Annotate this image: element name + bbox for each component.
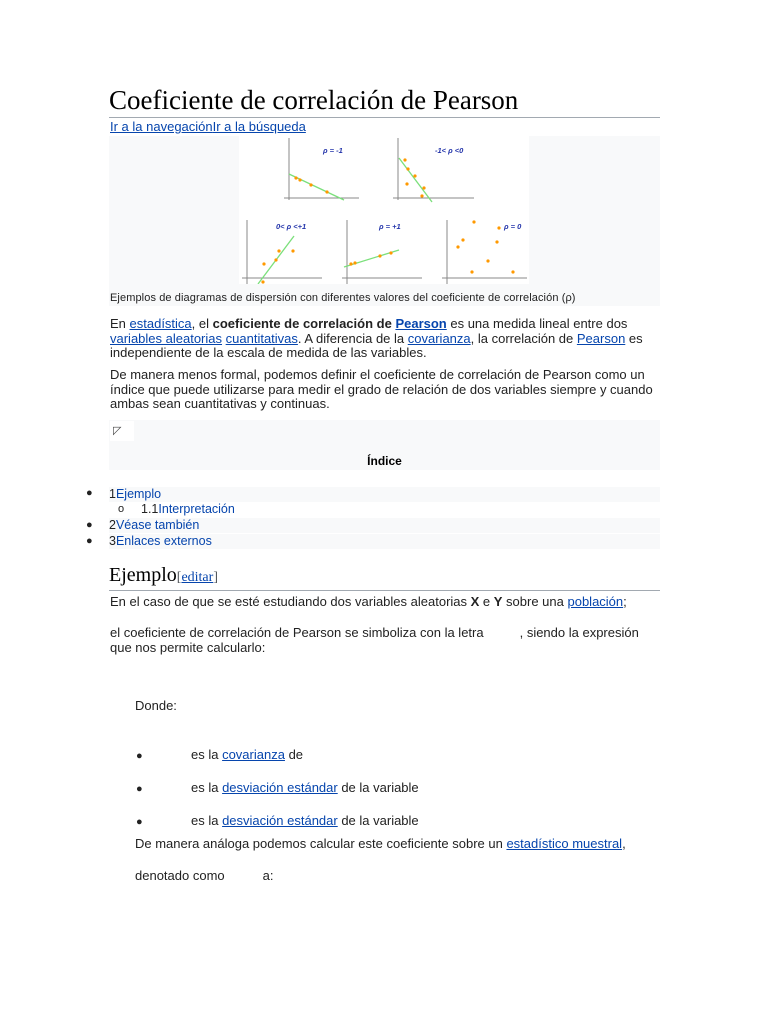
- scatter-examples-svg: [239, 136, 529, 284]
- panel-neg1: [284, 138, 359, 200]
- section-paragraph-1: En el caso de que se esté estudiando dos variables aleatorias X e Y sobre una población;: [110, 594, 627, 609]
- panel-pos1: [342, 220, 422, 284]
- section-paragraph-2: el coeficiente de correlación de Pearson se simboliza con la letra , siendo la expresión que nos permite calcularlo:: [110, 625, 639, 655]
- link-covarianza-def[interactable]: covarianza: [222, 747, 285, 762]
- toc-item[interactable]: 2Véase también: [109, 518, 660, 533]
- edit-section-link: [editar]: [176, 570, 218, 585]
- panel-label: -1< ρ <0: [435, 146, 464, 155]
- jump-links: [110, 119, 306, 134]
- toc-item[interactable]: 1.1Interpretación: [141, 502, 235, 516]
- link-estadistica[interactable]: estadística: [129, 316, 192, 331]
- link-cuantitativas[interactable]: cuantitativas: [225, 330, 298, 346]
- panel-pos: [242, 220, 322, 284]
- panel-label: ρ = 0: [504, 222, 522, 231]
- figure: [109, 136, 660, 306]
- panel-neg: [393, 138, 474, 202]
- donde-label: Donde:: [135, 698, 177, 713]
- scatter-examples-image[interactable]: [239, 136, 529, 284]
- search-link[interactable]: Ir a la búsqueda: [212, 119, 306, 134]
- link-poblacion[interactable]: población: [567, 594, 624, 609]
- figure-caption: Ejemplos de diagramas de dispersión con diferentes valores del coeficiente de correlación (ρ): [110, 292, 576, 304]
- nav-link[interactable]: Ir a la navegación: [110, 119, 213, 134]
- link-desviacion-estandar[interactable]: desviación estándar: [222, 780, 338, 795]
- panel-label: 0< ρ <+1: [276, 222, 307, 231]
- section-heading: Ejemplo[editar]: [109, 563, 660, 591]
- intro-paragraph-2: De manera menos formal, podemos definir el coeficiente de correlación de Pearson como un índice que puede utilizarse para medir el grado de relación de dos variables siempre y cuando ambas sean cuantitativas y continuas.: [110, 367, 653, 411]
- toc-box: [109, 420, 660, 470]
- toc-title: Índice: [367, 454, 402, 468]
- link-desviacion-estandar-2[interactable]: desviación estándar: [222, 813, 338, 828]
- section-paragraph-3: De manera análoga podemos calcular este coeficiente sobre un estadístico muestral,: [135, 836, 626, 851]
- link-pearson[interactable]: Pearson: [395, 316, 447, 331]
- link-pearson-2[interactable]: Pearson: [576, 330, 626, 346]
- toc-toggle-icon[interactable]: ◸: [110, 421, 134, 441]
- panel-zero: [442, 220, 527, 284]
- intro-paragraph-1: En estadística, el coeficiente de correlación de Pearson es una medida lineal entre dos variables aleatorias cuantitativas. A diferencia de la covarianza, la correlación de Pearson es independiente de la escala de medida de las variables.: [110, 316, 643, 360]
- toc-item[interactable]: 1Ejemplo: [109, 487, 660, 502]
- link-covarianza[interactable]: covarianza: [407, 330, 471, 346]
- panel-label: ρ = +1: [379, 222, 401, 231]
- link-estadistico-muestral[interactable]: estadístico muestral: [506, 836, 623, 851]
- definition-item: es la desviación estándar de la variable: [191, 780, 419, 795]
- page-title: Coeficiente de correlación de Pearson: [109, 84, 660, 118]
- link-variables-aleatorias[interactable]: variables aleatorias: [110, 330, 223, 346]
- definition-item: es la desviación estándar de la variable: [191, 813, 419, 828]
- section-paragraph-4: denotado como a:: [135, 868, 274, 883]
- toc-item[interactable]: 3Enlaces externos: [109, 534, 660, 549]
- definition-item: es la covarianza de: [191, 747, 304, 762]
- panel-label: ρ = -1: [323, 146, 343, 155]
